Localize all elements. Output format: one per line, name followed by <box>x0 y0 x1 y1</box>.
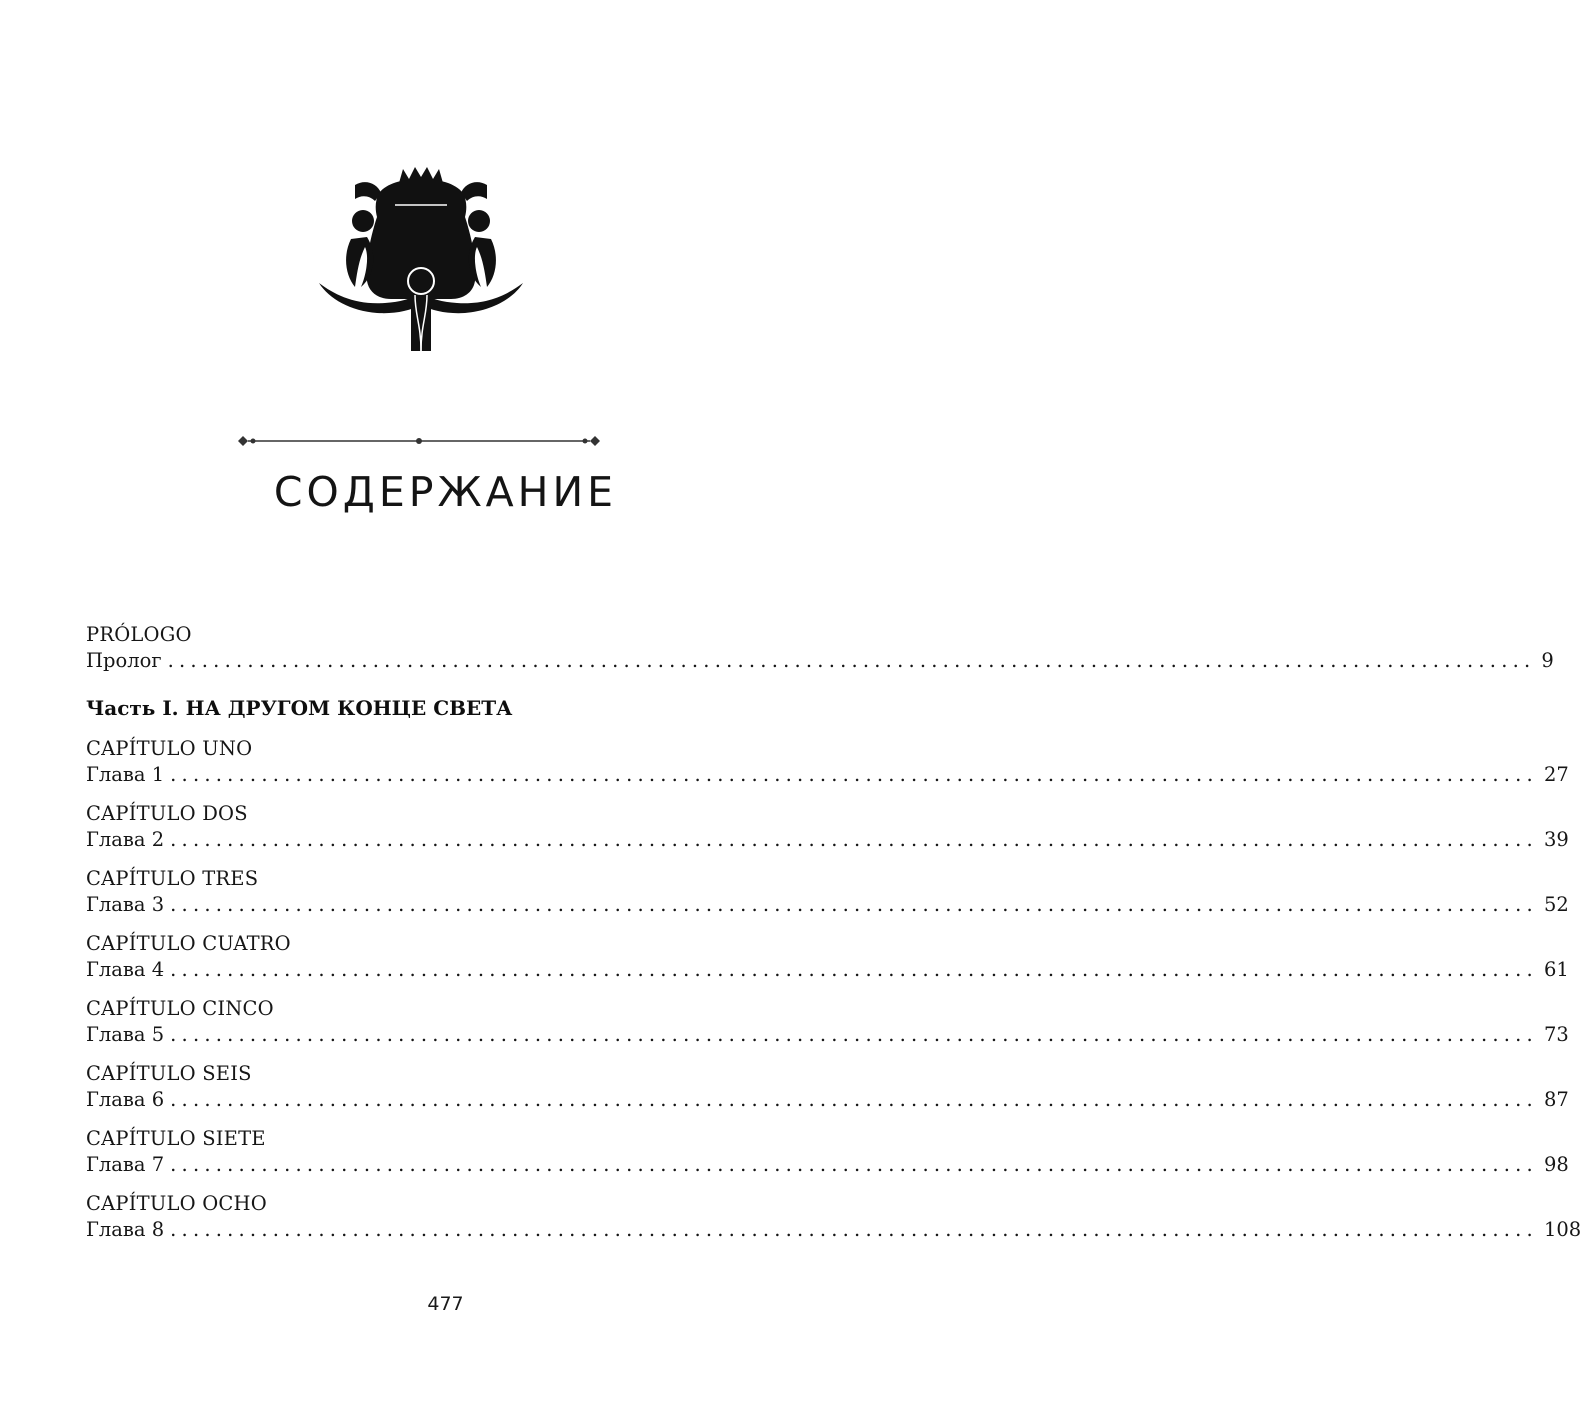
lotus-ornament-icon <box>315 165 527 353</box>
entry-line <box>86 1022 1569 1048</box>
entry-line <box>86 892 1569 918</box>
toc-entry-chapter[interactable] <box>86 1126 1569 1178</box>
entry-title: Глава 8 <box>86 1218 165 1241</box>
entry-label: CAPÍTULO SEIS <box>86 1062 252 1085</box>
entry-page: 98 <box>1543 1153 1569 1176</box>
entry-label: CAPÍTULO UNO <box>86 737 253 760</box>
entry-label: CAPÍTULO SIETE <box>86 1127 266 1150</box>
dot-leader: ........................................................................................................................ <box>170 1088 1538 1111</box>
entry-title: Глава 2 <box>86 828 165 851</box>
page-number: 477 <box>427 1293 464 1315</box>
entry-page: 27 <box>1543 763 1569 786</box>
entry-title: Пролог <box>86 649 162 672</box>
entry-line <box>86 957 1569 983</box>
page-title: СОДЕРЖАНИЕ <box>273 468 618 516</box>
toc-entry-chapter[interactable] <box>86 1191 1581 1243</box>
entry-line <box>86 827 1569 853</box>
entry-label: CAPÍTULO TRES <box>86 867 259 890</box>
entry-label: CAPÍTULO CINCO <box>86 997 274 1020</box>
dot-leader: ........................................................................................................................ <box>167 649 1536 672</box>
table-of-contents <box>86 622 1581 1243</box>
entry-page: 87 <box>1543 1088 1569 1111</box>
entry-page: 52 <box>1543 893 1569 916</box>
dot-leader: ........................................................................................................................ <box>170 1153 1538 1176</box>
entry-title: Глава 4 <box>86 958 165 981</box>
entry-line <box>86 1217 1581 1243</box>
entry-page: 73 <box>1543 1023 1569 1046</box>
entry-title: Глава 7 <box>86 1153 165 1176</box>
toc-entry-chapter[interactable] <box>86 801 1569 853</box>
dot-leader: ........................................................................................................................ <box>170 763 1538 786</box>
entry-title: Глава 3 <box>86 893 165 916</box>
entry-line <box>86 1152 1569 1178</box>
toc-entry-chapter[interactable] <box>86 736 1569 788</box>
ornamental-divider-icon <box>236 430 602 452</box>
entry-line <box>86 1087 1569 1113</box>
entry-title: Глава 1 <box>86 763 165 786</box>
entry-page: 9 <box>1541 649 1554 672</box>
part-heading: Часть I. НА ДРУГОМ КОНЦЕ СВЕТА <box>86 696 513 720</box>
toc-entry-chapter[interactable] <box>86 996 1569 1048</box>
entry-page: 39 <box>1543 828 1569 851</box>
entry-label: PRÓLOGO <box>86 623 192 646</box>
entry-label: CAPÍTULO DOS <box>86 802 248 825</box>
toc-entry-chapter[interactable] <box>86 1061 1569 1113</box>
entry-line <box>86 762 1569 788</box>
toc-entry-chapter[interactable] <box>86 931 1569 983</box>
entry-line <box>86 648 1554 674</box>
dot-leader: ........................................................................................................................ <box>170 1218 1538 1241</box>
dot-leader: ........................................................................................................................ <box>170 1023 1538 1046</box>
dot-leader: ........................................................................................................................ <box>170 828 1538 851</box>
entry-title: Глава 6 <box>86 1088 165 1111</box>
entry-page: 61 <box>1543 958 1569 981</box>
entry-page: 108 <box>1543 1218 1581 1241</box>
dot-leader: ........................................................................................................................ <box>170 958 1538 981</box>
entry-title: Глава 5 <box>86 1023 165 1046</box>
toc-entry-prologue[interactable] <box>86 622 1554 674</box>
dot-leader: ........................................................................................................................ <box>170 893 1538 916</box>
entry-label: CAPÍTULO CUATRO <box>86 932 291 955</box>
chapter-list <box>86 736 1581 1243</box>
toc-entry-chapter[interactable] <box>86 866 1569 918</box>
entry-label: CAPÍTULO OCHO <box>86 1192 267 1215</box>
